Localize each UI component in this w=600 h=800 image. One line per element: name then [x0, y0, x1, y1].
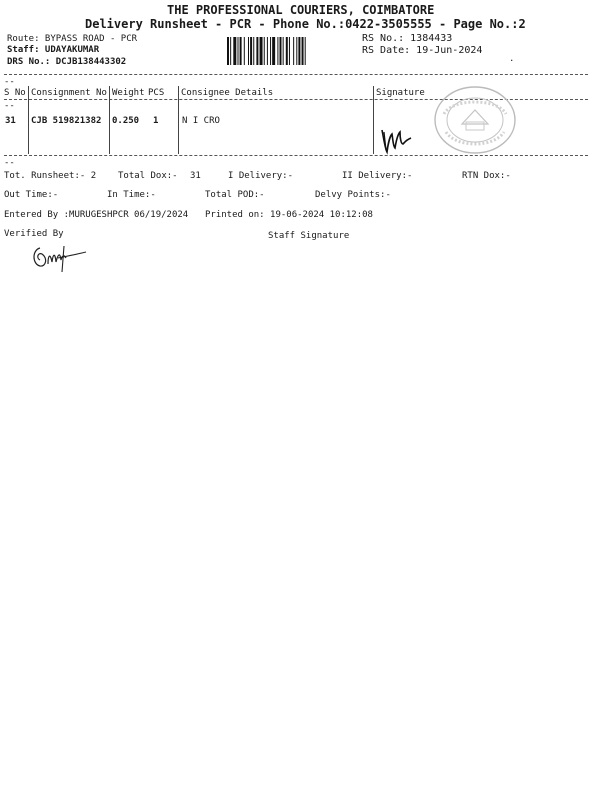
col-divider-2 — [109, 86, 110, 154]
rs-date: RS Date: 19-Jun-2024 — [362, 45, 483, 56]
col-header-consignee: Consignee Details — [181, 88, 274, 98]
staff-label: Staff: UDAYAKUMAR — [7, 45, 100, 55]
col-divider-4 — [373, 86, 374, 154]
verified-by: Verified By — [4, 229, 64, 239]
tot-runsheet: Tot. Runsheet:- 2 — [4, 171, 97, 181]
table-dashes-top: -- — [4, 77, 15, 87]
printed-on: Printed on: 19-06-2024 10:12:08 — [205, 210, 373, 220]
col-header-signature: Signature — [376, 88, 425, 98]
company-stamp — [432, 84, 518, 156]
i-delivery: I Delivery:- — [228, 171, 294, 181]
total-dox-label: Total Dox:- — [118, 171, 178, 181]
barcode — [226, 37, 356, 65]
delivery-signature — [378, 120, 414, 156]
table-top-border — [4, 74, 588, 75]
rtn-dox: RTN Dox:- — [462, 171, 511, 181]
col-header-consignment: Consignment No — [31, 88, 107, 98]
ii-delivery: II Delivery:- — [342, 171, 413, 181]
verifier-signature — [28, 240, 90, 274]
table-dashes-bottom: -- — [4, 158, 15, 168]
total-dox-value: 31 — [190, 171, 201, 181]
row-consignment: CJB 519821382 — [31, 116, 102, 126]
row-weight: 0.250 — [112, 116, 140, 126]
table-dashes-mid: -- — [4, 101, 15, 111]
stray-mark: . — [509, 54, 515, 64]
delvy-points: Delvy Points:- — [315, 190, 391, 200]
col-header-sno: S No — [4, 88, 26, 98]
route-label: Route: BYPASS ROAD - PCR — [7, 34, 138, 44]
row-pcs: 1 — [153, 116, 159, 126]
row-consignee: N I CRO — [182, 116, 220, 126]
staff-signature: Staff Signature — [268, 231, 350, 241]
total-pod: Total POD:- — [205, 190, 265, 200]
rs-number: RS No.: 1384433 — [362, 33, 453, 44]
company-title: THE PROFESSIONAL COURIERS, COIMBATORE — [167, 3, 435, 17]
col-divider-3 — [178, 86, 179, 154]
row-sno: 31 — [5, 116, 16, 126]
col-header-weight: Weight — [112, 88, 145, 98]
in-time: In Time:- — [107, 190, 156, 200]
runsheet-subtitle: Delivery Runsheet - PCR - Phone No.:0422-3505555 - Page No.:2 — [85, 17, 526, 31]
entered-by: Entered By :MURUGESHPCR 06/19/2024 — [4, 210, 189, 220]
out-time: Out Time:- — [4, 190, 59, 200]
drs-number: DRS No.: DCJB138443302 — [7, 57, 127, 67]
col-header-pcs: PCS — [148, 88, 165, 98]
col-divider-1 — [28, 86, 29, 154]
table-bottom-border — [4, 155, 588, 156]
